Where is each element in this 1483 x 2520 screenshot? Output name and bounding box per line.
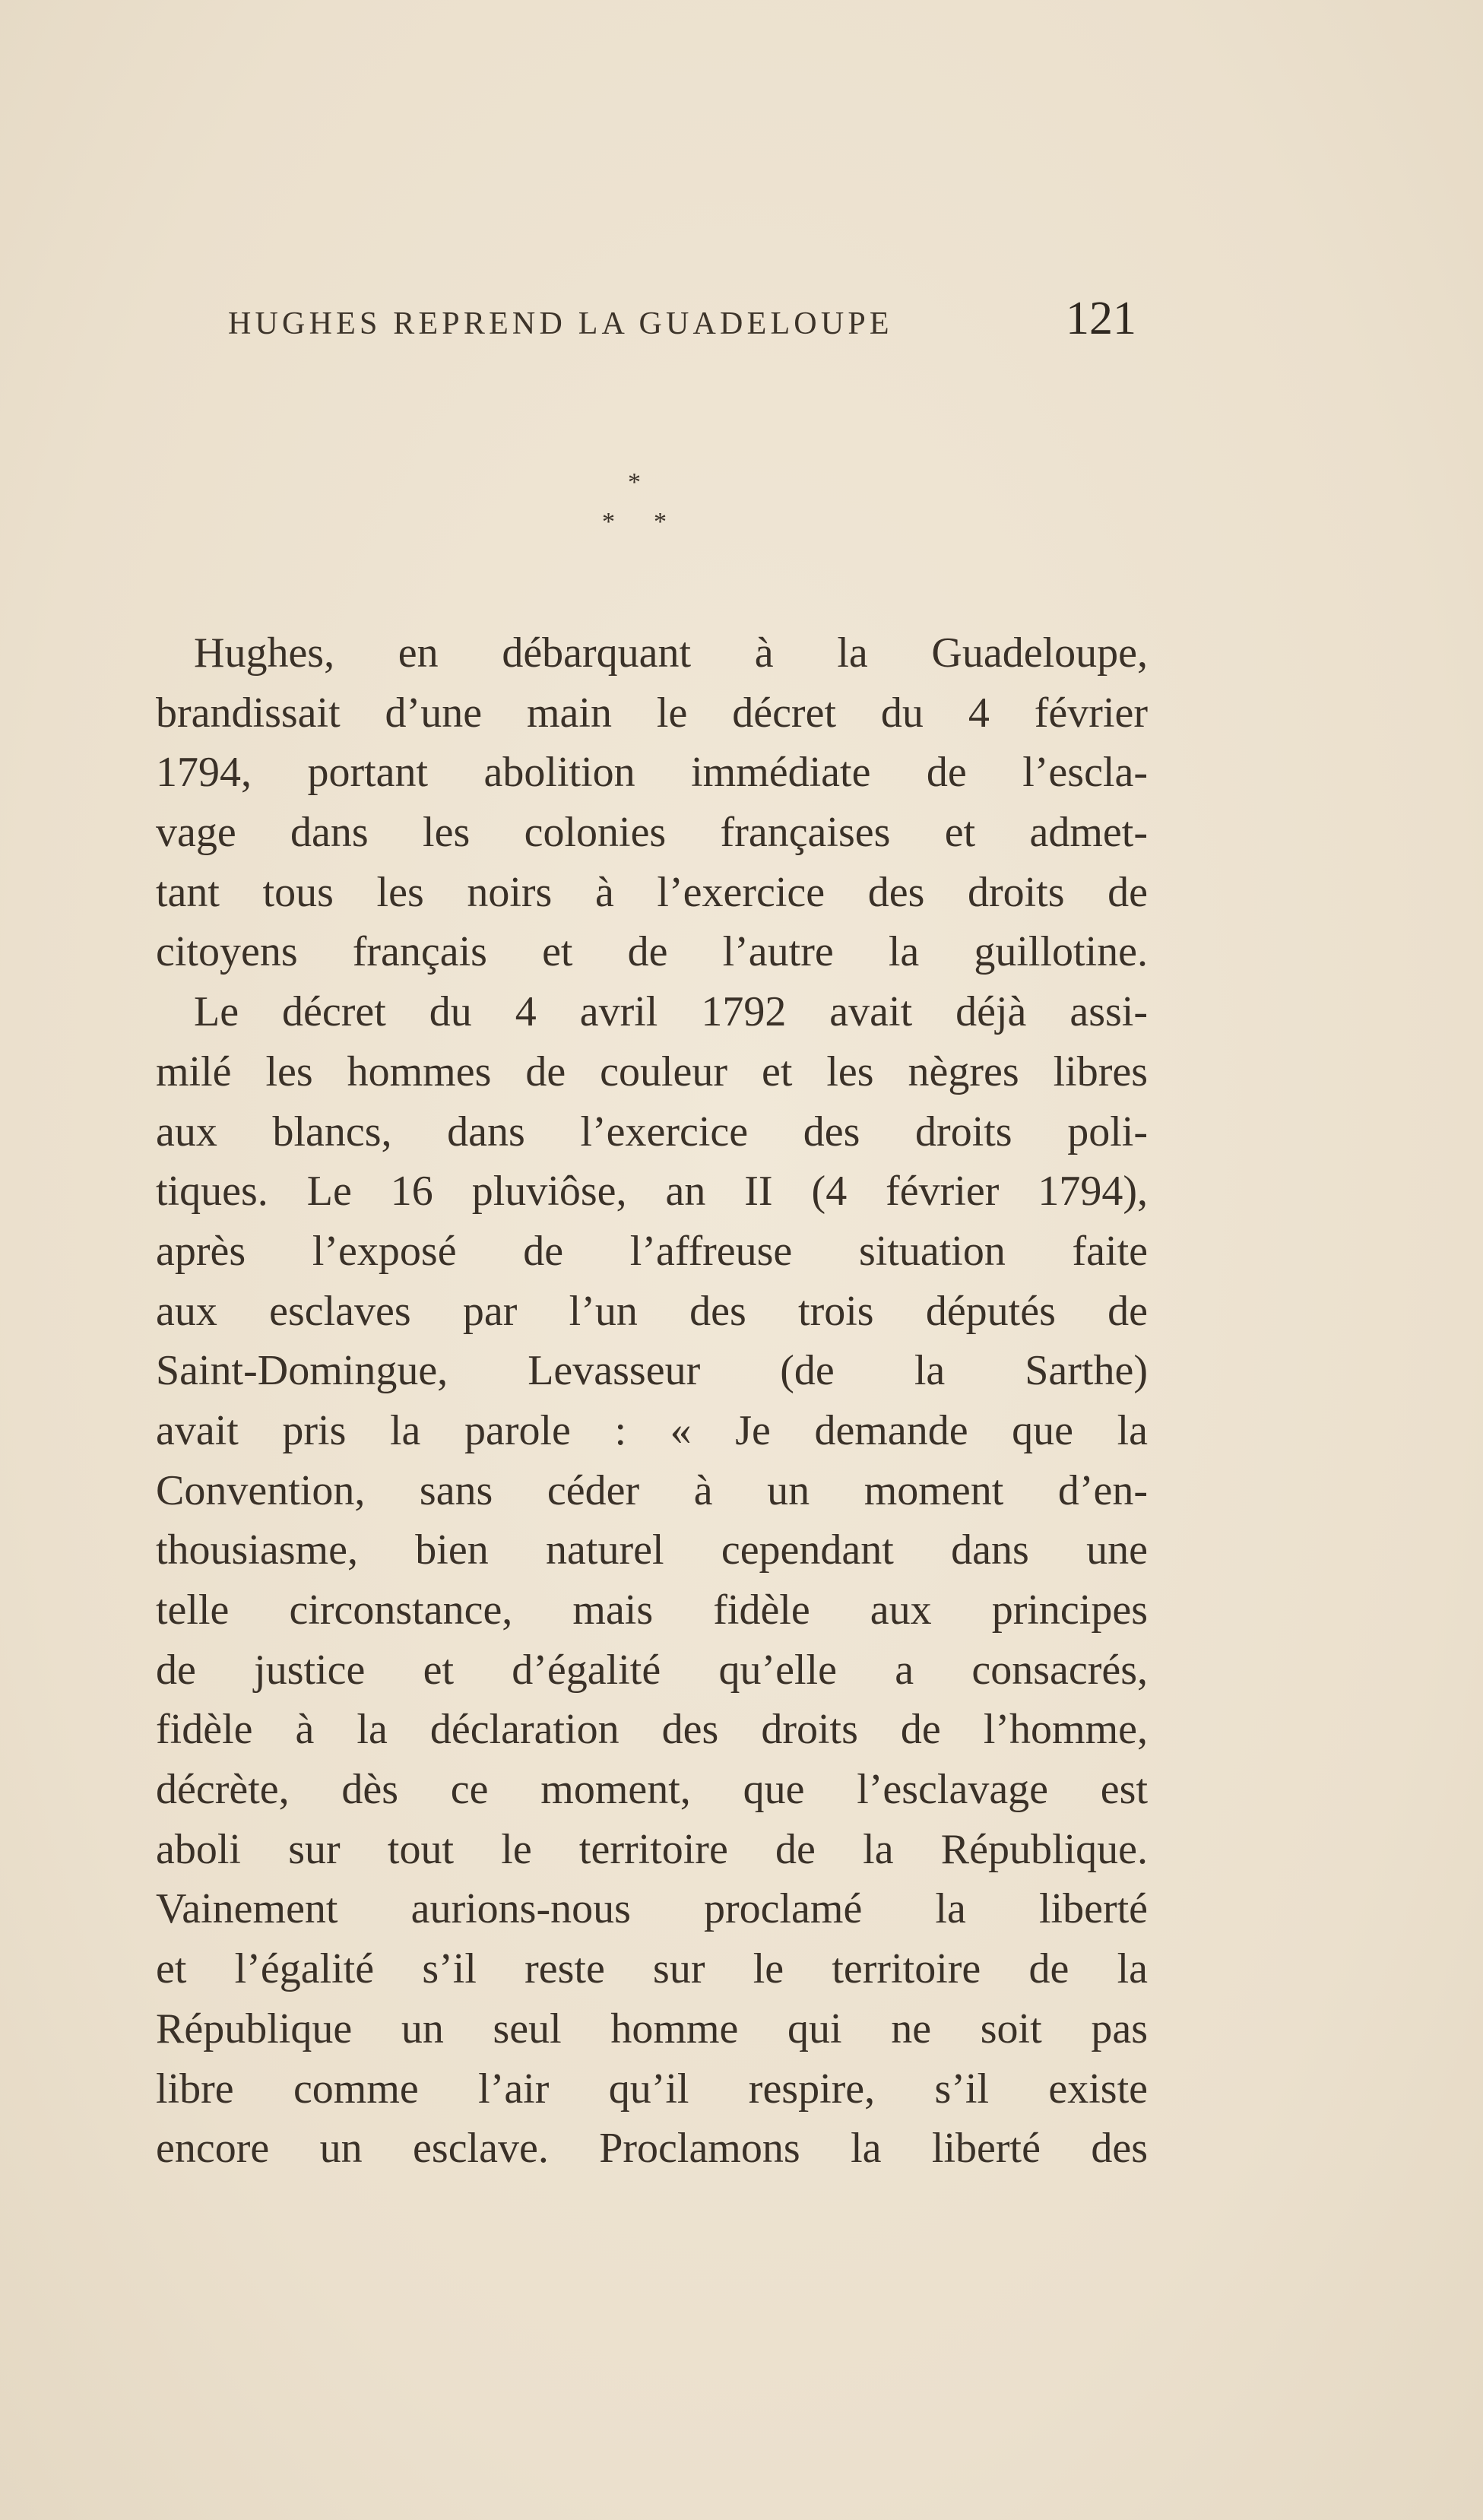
- text-line: encore un esclave. Proclamons la liberté des: [156, 2125, 1148, 2173]
- text-line: 1794, portant abolition immédiate de l’escla-: [156, 749, 1148, 797]
- page-number: 121: [1066, 293, 1136, 344]
- text-line: décrète, dès ce moment, que l’esclavage est: [156, 1766, 1148, 1814]
- running-head: [228, 292, 1136, 360]
- text-line: Convention, sans céder à un moment d’en-: [156, 1466, 1148, 1514]
- asterism-star-right: *: [654, 508, 667, 536]
- text-line: thousiasme, bien naturel cependant dans une: [156, 1526, 1148, 1574]
- text-line: aux blancs, dans l’exercice des droits poli-: [156, 1108, 1148, 1155]
- text-line: vage dans les colonies françaises et admet-: [156, 809, 1148, 857]
- text-line: République un seul homme qui ne soit pas: [156, 2005, 1148, 2052]
- body-text: [156, 623, 1148, 2179]
- text-line: citoyens français et de l’autre la guillotine.: [156, 928, 1148, 976]
- text-line: Vainement aurions-nous proclamé la liberté: [156, 1885, 1148, 1933]
- text-line: fidèle à la déclaration des droits de l’homme,: [156, 1706, 1148, 1754]
- asterism-star-left: *: [602, 508, 615, 536]
- text-line: Hughes, en débarquant à la Guadeloupe,: [194, 629, 1148, 677]
- text-line: tant tous les noirs à l’exercice des droits de: [156, 868, 1148, 916]
- text-line: Le décret du 4 avril 1792 avait déjà assi-: [194, 988, 1148, 1036]
- text-line: après l’exposé de l’affreuse situation faite: [156, 1227, 1148, 1275]
- text-line: milé les hommes de couleur et les nègres libres: [156, 1048, 1148, 1095]
- asterism-star-top: *: [628, 468, 641, 496]
- section-asterism: [578, 470, 699, 538]
- text-line: aboli sur tout le territoire de la République.: [156, 1825, 1148, 1873]
- running-title: HUGHES REPREND LA GUADELOUPE: [228, 306, 893, 341]
- text-line: Saint-Domingue, Levasseur (de la Sarthe): [156, 1347, 1148, 1395]
- text-line: tiques. Le 16 pluviôse, an II (4 février 1794),: [156, 1168, 1148, 1216]
- text-line: et l’égalité s’il reste sur le territoire de la: [156, 1945, 1148, 1993]
- text-line: brandissait d’une main le décret du 4 février: [156, 689, 1148, 737]
- text-line: telle circonstance, mais fidèle aux principes: [156, 1586, 1148, 1634]
- text-line: de justice et d’égalité qu’elle a consacrés,: [156, 1646, 1148, 1694]
- text-line: avait pris la parole : « Je demande que la: [156, 1406, 1148, 1454]
- text-line: libre comme l’air qu’il respire, s’il existe: [156, 2065, 1148, 2113]
- text-line: aux esclaves par l’un des trois députés de: [156, 1287, 1148, 1335]
